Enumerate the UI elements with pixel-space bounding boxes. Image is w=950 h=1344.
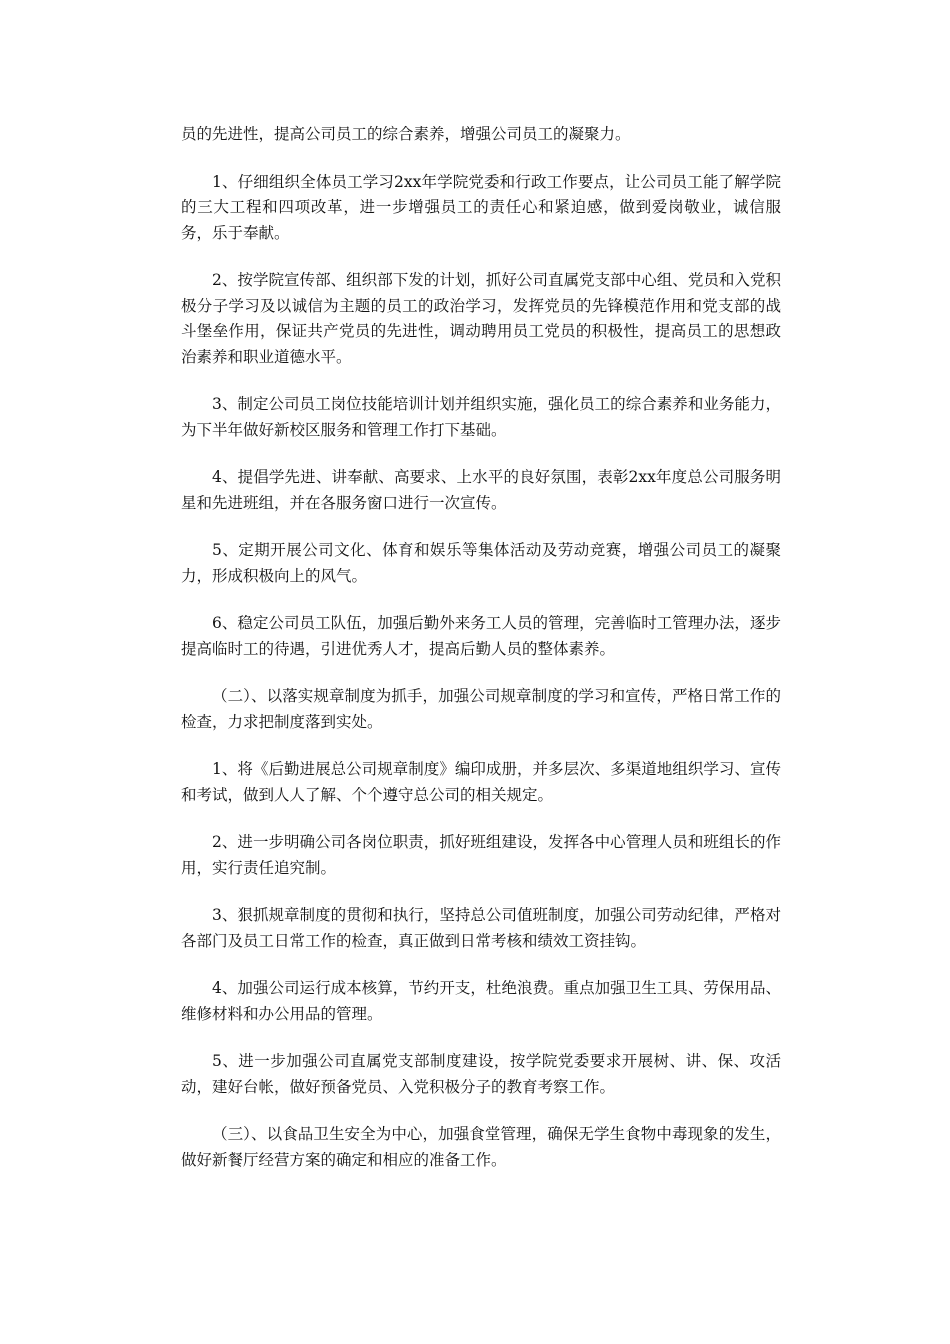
section-heading-3: （三）、以食品卫生安全为中心，加强食堂管理，确保无学生食物中毒现象的发生，做好新餐厅经营方案的确定和相应的准备工作。: [181, 1125, 781, 1169]
paragraph-item-2: 2、进一步明确公司各岗位职责，抓好班组建设，发挥各中心管理人员和班组长的作用，实行责任追究制。: [181, 833, 781, 877]
paragraph-item-1: 1、仔细组织全体员工学习2xx年学院党委和行政工作要点，让公司员工能了解学院的三大工程和四项改革，进一步增强员工的责任心和紧迫感，做到爱岗敬业，诚信服务，乐于奉献。: [181, 172, 781, 242]
paragraph-item-3: 3、狠抓规章制度的贯彻和执行，坚持总公司值班制度，加强公司劳动纪律，严格对各部门及员工日常工作的检查，真正做到日常考核和绩效工资挂钩。: [181, 906, 781, 950]
paragraph-item-1: 1、将《后勤进展总公司规章制度》编印成册，并多层次、多渠道地组织学习、宣传和考试，做到人人了解、个个遵守总公司的相关规定。: [181, 760, 781, 804]
paragraph-item-6: 6、稳定公司员工队伍，加强后勤外来务工人员的管理，完善临时工管理办法，逐步提高临时工的待遇，引进优秀人才，提高后勤人员的整体素养。: [181, 614, 781, 658]
paragraph-item-4: 4、提倡学先进、讲奉献、高要求、上水平的良好氛围，表彰2xx年度总公司服务明星和先进班组，并在各服务窗口进行一次宣传。: [181, 468, 781, 512]
document-body: [181, 122, 781, 1195]
section-heading-2: （二）、以落实规章制度为抓手，加强公司规章制度的学习和宣传，严格日常工作的检查，力求把制度落到实处。: [181, 687, 781, 731]
paragraph-item-3: 3、制定公司员工岗位技能培训计划并组织实施，强化员工的综合素养和业务能力，为下半年做好新校区服务和管理工作打下基础。: [181, 395, 781, 439]
paragraph-item-2: 2、按学院宣传部、组织部下发的计划，抓好公司直属党支部中心组、党员和入党积极分子学习及以诚信为主题的员工的政治学习，发挥党员的先锋模范作用和党支部的战斗堡垒作用，保证共产党员的先进性，调动聘用员工党员的积极性，提高员工的思想政治素养和职业道德水平。: [181, 271, 781, 366]
paragraph-item-4: 4、加强公司运行成本核算，节约开支，杜绝浪费。重点加强卫生工具、劳保用品、维修材料和办公用品的管理。: [181, 979, 781, 1023]
paragraph-item-5: 5、进一步加强公司直属党支部制度建设，按学院党委要求开展树、讲、保、攻活动，建好台帐，做好预备党员、入党积极分子的教育考察工作。: [181, 1052, 781, 1096]
paragraph-continuation: 员的先进性，提高公司员工的综合素养，增强公司员工的凝聚力。: [181, 125, 631, 143]
paragraph-item-5: 5、定期开展公司文化、体育和娱乐等集体活动及劳动竞赛，增强公司员工的凝聚力，形成积极向上的风气。: [181, 541, 781, 585]
